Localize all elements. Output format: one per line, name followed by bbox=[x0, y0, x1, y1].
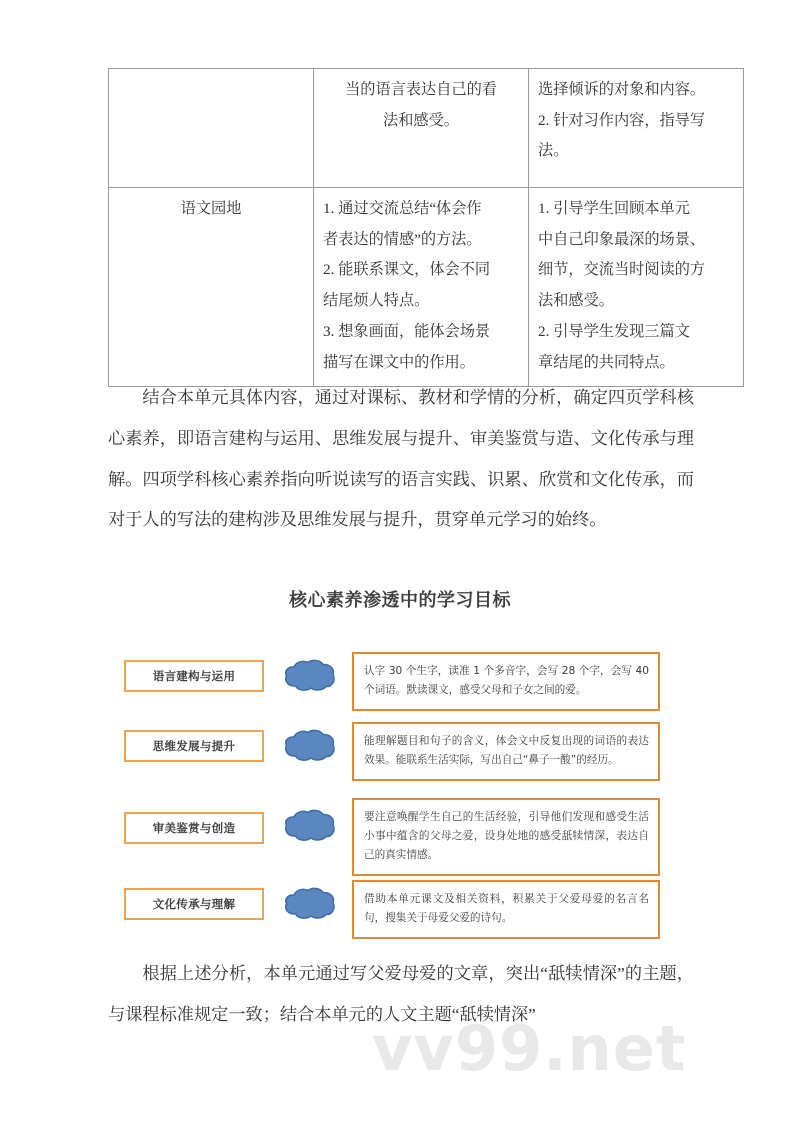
table-cell-guidance bbox=[529, 69, 744, 188]
table-cell-objectives bbox=[314, 69, 529, 188]
label-text: 文化传承与理解 bbox=[152, 897, 236, 911]
cell-line: 结尾烦人特点。 bbox=[323, 292, 430, 310]
literacy-description-cultural-inheritance: 借助本单元课文及相关资料，积累关于父爱母爱的名言名句，搜集关于母爱父爱的诗句。 bbox=[352, 880, 660, 939]
table-cell-objectives bbox=[314, 188, 529, 387]
cell-line: 描写在课文中的作用。 bbox=[323, 353, 475, 371]
table-cell-unit-name: 语文园地 bbox=[109, 188, 314, 387]
label-text: 审美鉴赏与创造 bbox=[152, 821, 236, 835]
table-row bbox=[109, 69, 744, 188]
diagram-row bbox=[0, 880, 800, 944]
cell-line: 2. 能联系课文，体会不同 bbox=[323, 261, 491, 279]
cloud-callout-icon bbox=[283, 658, 337, 692]
core-literacy-diagram bbox=[0, 640, 800, 940]
cell-line: 选择倾诉的对象和内容。 bbox=[538, 81, 706, 98]
cell-line: 法。 bbox=[538, 142, 569, 160]
cell-line: 章结尾的共同特点。 bbox=[538, 353, 675, 371]
lesson-plan-table-wrapper bbox=[108, 68, 706, 387]
diagram-row bbox=[0, 722, 800, 786]
label-text: 语言建构与运用 bbox=[152, 669, 236, 683]
table-row bbox=[109, 188, 744, 387]
cell-line: 2. 引导学生发现三篇文 bbox=[538, 322, 690, 340]
cell-line: 者表达的情感”的方法。 bbox=[323, 230, 482, 248]
literacy-label-language-construction[interactable] bbox=[124, 660, 264, 692]
literacy-label-aesthetic-appreciation[interactable] bbox=[124, 812, 264, 844]
diagram-row bbox=[0, 798, 800, 862]
cell-line: 法和感受。 bbox=[383, 111, 459, 129]
cloud-callout-icon bbox=[283, 886, 337, 920]
table-cell-guidance bbox=[529, 188, 744, 387]
cell-line: 中自己印象最深的场景、 bbox=[538, 230, 706, 248]
literacy-label-cultural-inheritance[interactable] bbox=[124, 888, 264, 920]
literacy-description-thinking-development: 能理解题目和句子的含义，体会文中反复出现的词语的表达效果。能联系生活实际，写出自己“鼻子一酸”的经历。 bbox=[352, 722, 660, 781]
diagram-row bbox=[0, 652, 800, 716]
section-title-learning-goals: 核心素养渗透中的学习目标 bbox=[289, 590, 511, 610]
literacy-label-thinking-development[interactable] bbox=[124, 730, 264, 762]
cell-line: 2. 针对习作内容，指导写 bbox=[538, 111, 706, 129]
body-paragraph-conclusion: 根据上述分析，本单元通过写父爱母爱的文章，突出“舐犊情深”的主题，与课程标准规定一致；结合本单元的人文主题“舐犊情深” bbox=[108, 964, 694, 1024]
cloud-callout-icon bbox=[283, 728, 337, 762]
watermark: vv99.net bbox=[372, 1012, 687, 1085]
lesson-plan-table bbox=[108, 68, 744, 387]
cloud-callout-icon bbox=[283, 808, 337, 842]
cell-line: 细节，交流当时阅读的方 bbox=[538, 261, 706, 279]
body-paragraph-analysis: 结合本单元具体内容，通过对课标、教材和学情的分析，确定四页学科核心素养，即语言建构与运用、思维发展与提升、审美鉴赏与造、文化传承与理解。四项学科核心素养指向听说读写的语言实践、识累、欣赏和文化传承，而对于人的写法的建构涉及思维发展与提升，贯穿单元学习的始终。 bbox=[108, 388, 694, 530]
literacy-description-language-construction: 认字 30 个生字，读准 1 个多音字，会写 28 个字，会写 40 个词语。默读课文，感受父母和子女之间的爱。 bbox=[352, 652, 660, 711]
cell-line: 当的语言表达自己的看 bbox=[345, 81, 497, 98]
cell-line: 3. 想象画面，能体会场景 bbox=[323, 322, 491, 340]
cell-line: 1. 引导学生回顾本单元 bbox=[538, 200, 690, 217]
literacy-description-aesthetic-appreciation: 要注意唤醒学生自己的生活经验，引导他们发现和感受生活小事中蕴含的父母之爱，设身处地的感受舐犊情深，表达自己的真实情感。 bbox=[352, 798, 660, 876]
label-text: 思维发展与提升 bbox=[152, 739, 236, 753]
table-cell-unit-name bbox=[109, 69, 314, 188]
cell-line: 法和感受。 bbox=[538, 292, 614, 310]
cell-line: 1. 通过交流总结“体会作 bbox=[323, 200, 482, 217]
